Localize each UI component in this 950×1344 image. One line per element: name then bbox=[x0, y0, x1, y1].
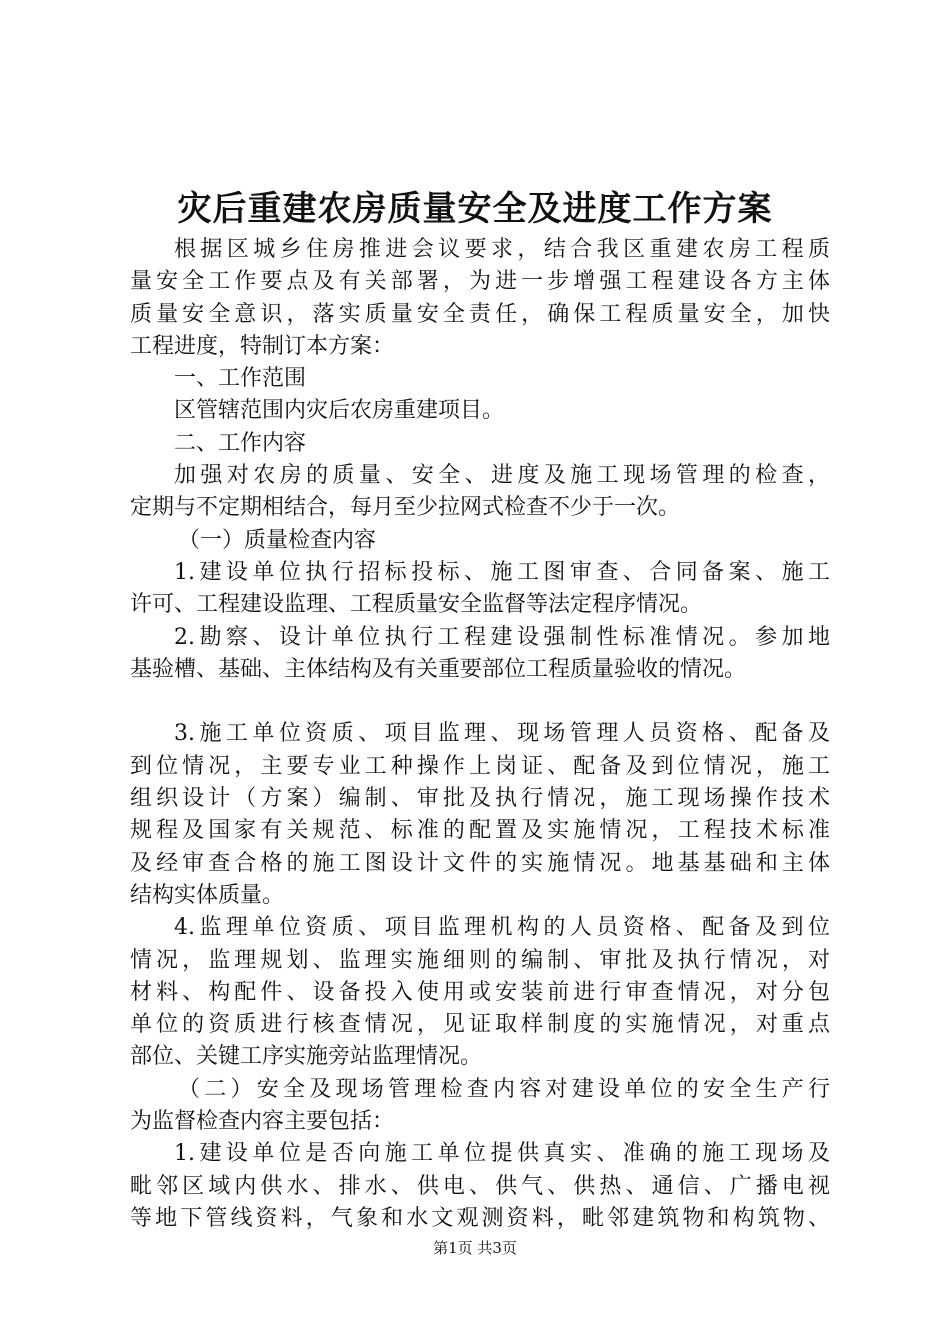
paragraph-line: 质量安全意识，落实质量安全责任，确保工程质量安全，加快 bbox=[130, 301, 830, 327]
paragraph-line: 量安全工作要点及有关部署，为进一步增强工程建设各方主体 bbox=[130, 269, 830, 295]
paragraph-line: 加强对农房的质量、安全、进度及施工现场管理的检查， bbox=[174, 463, 830, 489]
section-heading: 二、工作内容 bbox=[174, 430, 307, 456]
paragraph-line: 根据区城乡住房推进会议要求，结合我区重建农房工程质 bbox=[174, 237, 830, 262]
paragraph-line: 许可、工程建设监理、工程质量安全监督等法定程序情况。 bbox=[130, 592, 703, 618]
blank-line bbox=[130, 686, 830, 718]
paragraph-line: 4.监理单位资质、项目监理机构的人员资格、配备及到位 bbox=[174, 915, 830, 941]
paragraph-line: 规程及国家有关规范、标准的配置及实施情况，工程技术标准 bbox=[130, 818, 830, 844]
paragraph-line: 情况，监理规划、监理实施细则的编制、审批及执行情况，对 bbox=[130, 947, 830, 973]
paragraph-line: 组织设计（方案）编制、审批及执行情况，施工现场操作技术 bbox=[130, 786, 830, 812]
subsection-heading: （一）质量检查内容 bbox=[178, 527, 377, 553]
paragraph-line: 部位、关键工序实施旁站监理情况。 bbox=[130, 1044, 483, 1070]
paragraph-line: 及经审查合格的施工图设计文件的实施情况。地基基础和主体 bbox=[130, 850, 830, 876]
paragraph-line: 基验槽、基础、主体结构及有关重要部位工程质量验收的情况。 bbox=[130, 656, 747, 682]
document-title: 灾后重建农房质量安全及进度工作方案 bbox=[177, 189, 773, 229]
paragraph-line: 单位的资质进行核查情况，见证取样制度的实施情况，对重点 bbox=[130, 1012, 830, 1038]
paragraph-line: 3.施工单位资质、项目监理、现场管理人员资格、配备及 bbox=[174, 721, 830, 747]
paragraph-line: 为监督检查内容主要包括： bbox=[130, 1109, 395, 1135]
paragraph-line: 等地下管线资料，气象和水文观测资料，毗邻建筑物和构筑物、 bbox=[130, 1205, 830, 1231]
paragraph-line: 工程进度，特制订本方案： bbox=[130, 333, 395, 359]
paragraph-line: 定期与不定期相结合，每月至少拉网式检查不少于一次。 bbox=[130, 495, 681, 521]
paragraph-line: 到位情况，主要专业工种操作上岗证、配备及到位情况，施工 bbox=[130, 753, 830, 779]
subsection-heading: （二）安全及现场管理检查内容对建设单位的安全生产行 bbox=[178, 1076, 830, 1102]
page-number: 第1页 共3页 bbox=[433, 1239, 517, 1257]
paragraph-line: 1.建设单位执行招标投标、施工图审查、合同备案、施工 bbox=[174, 559, 830, 585]
paragraph-line: 材料、构配件、设备投入使用或安装前进行审查情况，对分包 bbox=[130, 979, 830, 1005]
paragraph-line: 1.建设单位是否向施工单位提供真实、准确的施工现场及 bbox=[174, 1141, 830, 1167]
paragraph-line: 区管辖范围内灾后农房重建项目。 bbox=[174, 398, 505, 424]
paragraph-line: 毗邻区域内供水、排水、供电、供气、供热、通信、广播电视 bbox=[130, 1173, 830, 1199]
paragraph-line: 结构实体质量。 bbox=[130, 882, 285, 908]
document-body bbox=[130, 234, 830, 1235]
paragraph-line: 2.勘察、设计单位执行工程建设强制性标准情况。参加地 bbox=[174, 624, 830, 650]
section-heading: 一、工作范围 bbox=[174, 366, 307, 392]
